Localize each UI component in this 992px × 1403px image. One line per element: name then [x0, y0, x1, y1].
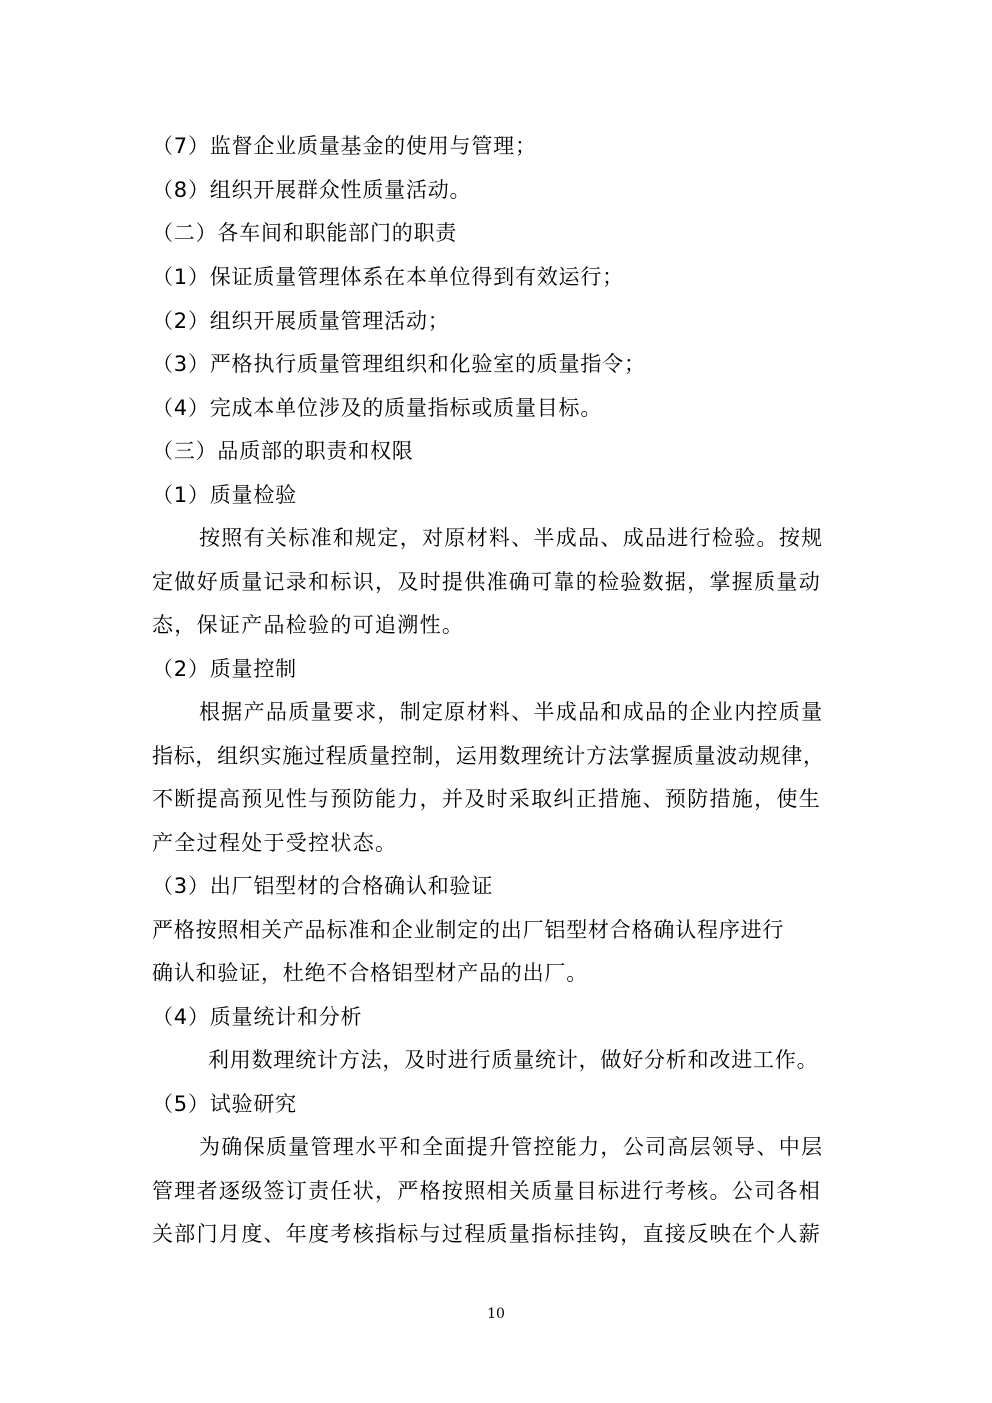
subsection-heading: （1）质量检验 — [152, 483, 297, 507]
page-number: 10 — [487, 1306, 505, 1322]
paragraph-line: 定做好质量记录和标识，及时提供准确可靠的检验数据，掌握质量动 — [152, 570, 821, 594]
paragraph-line: 为确保质量管理水平和全面提升管控能力，公司高层领导、中层 — [199, 1135, 824, 1159]
subsection-heading: （5）试验研究 — [152, 1092, 297, 1116]
paragraph-line: 严格按照相关产品标准和企业制定的出厂铝型材合格确认程序进行 — [152, 918, 785, 942]
paragraph-line: 利用数理统计方法，及时进行质量统计，做好分析和改进工作。 — [208, 1048, 819, 1072]
list-item: （3）严格执行质量管理组织和化验室的质量指令； — [152, 352, 646, 376]
subsection-heading: （3）出厂铝型材的合格确认和验证 — [152, 874, 494, 898]
paragraph-line: 管理者逐级签订责任状，严格按照相关质量目标进行考核。公司各相 — [152, 1179, 821, 1203]
paragraph-line: 产全过程处于受控状态。 — [152, 831, 398, 855]
paragraph-line: 按照有关标准和规定，对原材料、半成品、成品进行检验。按规 — [199, 526, 824, 550]
list-item: （1）保证质量管理体系在本单位得到有效运行； — [152, 265, 624, 289]
paragraph-line: 指标，组织实施过程质量控制，运用数理统计方法掌握质量波动规律， — [152, 744, 825, 768]
paragraph-line: 关部门月度、年度考核指标与过程质量指标挂钩，直接反映在个人薪 — [152, 1222, 821, 1246]
subsection-heading: （4）质量统计和分析 — [152, 1005, 363, 1029]
subsection-heading: （2）质量控制 — [152, 657, 297, 681]
list-item: （8）组织开展群众性质量活动。 — [152, 178, 472, 202]
list-item: （4）完成本单位涉及的质量指标或质量目标。 — [152, 396, 603, 420]
list-item: （7）监督企业质量基金的使用与管理； — [152, 134, 537, 158]
section-heading: （三）品质部的职责和权限 — [152, 439, 414, 463]
list-item: （2）组织开展质量管理活动； — [152, 309, 450, 333]
section-heading: （二）各车间和职能部门的职责 — [152, 221, 458, 245]
paragraph-line: 不断提高预见性与预防能力，并及时采取纠正措施、预防措施，使生 — [152, 787, 821, 811]
paragraph-line: 态，保证产品检验的可追溯性。 — [152, 613, 465, 637]
paragraph-line: 确认和验证，杜绝不合格铝型材产品的出厂。 — [152, 961, 588, 985]
paragraph-line: 根据产品质量要求，制定原材料、半成品和成品的企业内控质量 — [199, 700, 824, 724]
